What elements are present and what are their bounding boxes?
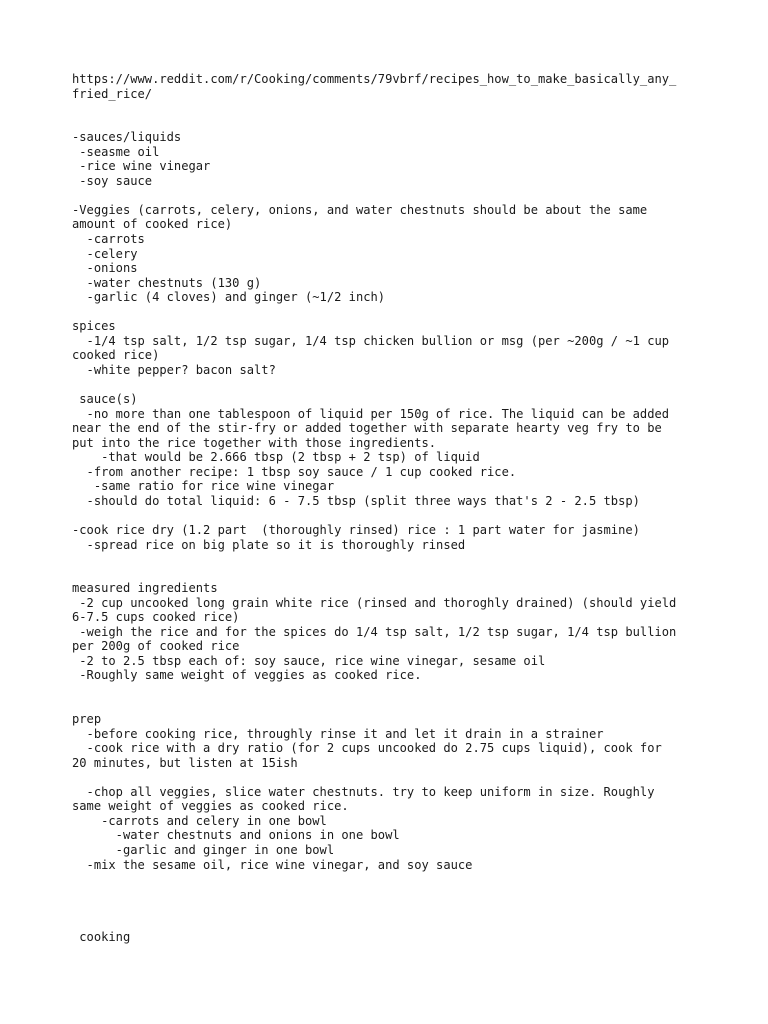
text-line: -1/4 tsp salt, 1/2 tsp sugar, 1/4 tsp chicken bullion or msg (per ~200g / ~1 cup [72, 333, 670, 348]
text-line: spices [72, 319, 116, 334]
text-line: -before cooking rice, throughly rinse it and let it drain in a strainer [72, 726, 604, 741]
text-line: fried_rice/ [72, 86, 153, 101]
text-line: -from another recipe: 1 tbsp soy sauce / 1 cup cooked rice. [72, 464, 517, 479]
text-line: -cook rice with a dry ratio (for 2 cups uncooked do 2.75 cups liquid), cook for [72, 741, 662, 756]
text-line [72, 872, 712, 887]
text-line: -seasme oil [72, 144, 160, 159]
text-line: -2 to 2.5 tbsp each of: soy sauce, rice wine vinegar, sesame oil [72, 653, 546, 668]
text-line [72, 770, 712, 785]
text-line [72, 552, 712, 567]
text-line: https://www.reddit.com/r/Cooking/comments/79vbrf/recipes_how_to_make_basically_any_ [72, 72, 677, 86]
text-line: amount of cooked rice) [72, 217, 233, 232]
text-line: -celery [72, 246, 138, 261]
text-line: -weigh the rice and for the spices do 1/4 tsp salt, 1/2 tsp sugar, 1/4 tsp bullion [72, 624, 677, 639]
text-line: -chop all veggies, slice water chestnuts. try to keep uniform in size. Roughly [72, 784, 655, 799]
text-line: prep [72, 712, 102, 727]
text-line: -Roughly same weight of veggies as cooked rice. [72, 668, 422, 683]
text-line: -garlic and ginger in one bowl [72, 842, 335, 857]
text-line: -should do total liquid: 6 - 7.5 tbsp (split three ways that's 2 - 2.5 tbsp) [72, 493, 640, 508]
text-line [72, 567, 712, 582]
text-line: measured ingredients [72, 581, 218, 596]
text-line: -spread rice on big plate so it is thoroughly rinsed [72, 537, 466, 552]
text-line [72, 188, 712, 203]
text-line [72, 116, 712, 131]
text-line [72, 698, 712, 713]
text-line: 6-7.5 cups cooked rice) [72, 610, 240, 625]
text-line: -water chestnuts (130 g) [72, 275, 262, 290]
text-line: cooked rice) [72, 348, 160, 363]
text-line: -soy sauce [72, 173, 153, 188]
text-line [72, 887, 712, 902]
text-line: -cook rice dry (1.2 part (thoroughly rinsed) rice : 1 part water for jasmine) [72, 522, 640, 537]
text-line [72, 901, 712, 916]
text-line: -same ratio for rice wine vinegar [72, 479, 335, 494]
text-line: near the end of the stir-fry or added together with separate hearty veg fry to be [72, 421, 662, 436]
text-line: -mix the sesame oil, rice wine vinegar, and soy sauce [72, 857, 473, 872]
text-line [72, 377, 712, 392]
text-line [72, 101, 712, 116]
text-line: -no more than one tablespoon of liquid per 150g of rice. The liquid can be added [72, 406, 670, 421]
text-line: -that would be 2.666 tbsp (2 tbsp + 2 tsp) of liquid [72, 450, 480, 465]
text-line: -rice wine vinegar [72, 159, 211, 174]
text-line [72, 916, 712, 931]
text-line: -water chestnuts and onions in one bowl [72, 828, 400, 843]
text-line: same weight of veggies as cooked rice. [72, 799, 349, 814]
text-line: -onions [72, 261, 138, 276]
text-line: -Veggies (carrots, celery, onions, and water chestnuts should be about the same [72, 202, 648, 217]
text-line: -white pepper? bacon salt? [72, 362, 276, 377]
text-line: -sauces/liquids [72, 130, 182, 145]
text-line: put into the rice together with those ingredients. [72, 435, 437, 450]
text-line: -2 cup uncooked long grain white rice (rinsed and thoroghly drained) (should yield [72, 595, 677, 610]
text-line [72, 305, 712, 320]
document-body [72, 72, 712, 945]
text-line: sauce(s) [72, 392, 138, 407]
text-line: 20 minutes, but listen at 15ish [72, 755, 298, 770]
text-line: -carrots [72, 232, 145, 247]
text-line: -garlic (4 cloves) and ginger (~1/2 inch) [72, 290, 386, 305]
text-line [72, 508, 712, 523]
text-line: per 200g of cooked rice [72, 639, 240, 654]
text-line: -carrots and celery in one bowl [72, 813, 327, 828]
text-line [72, 683, 712, 698]
text-line: cooking [72, 930, 131, 945]
